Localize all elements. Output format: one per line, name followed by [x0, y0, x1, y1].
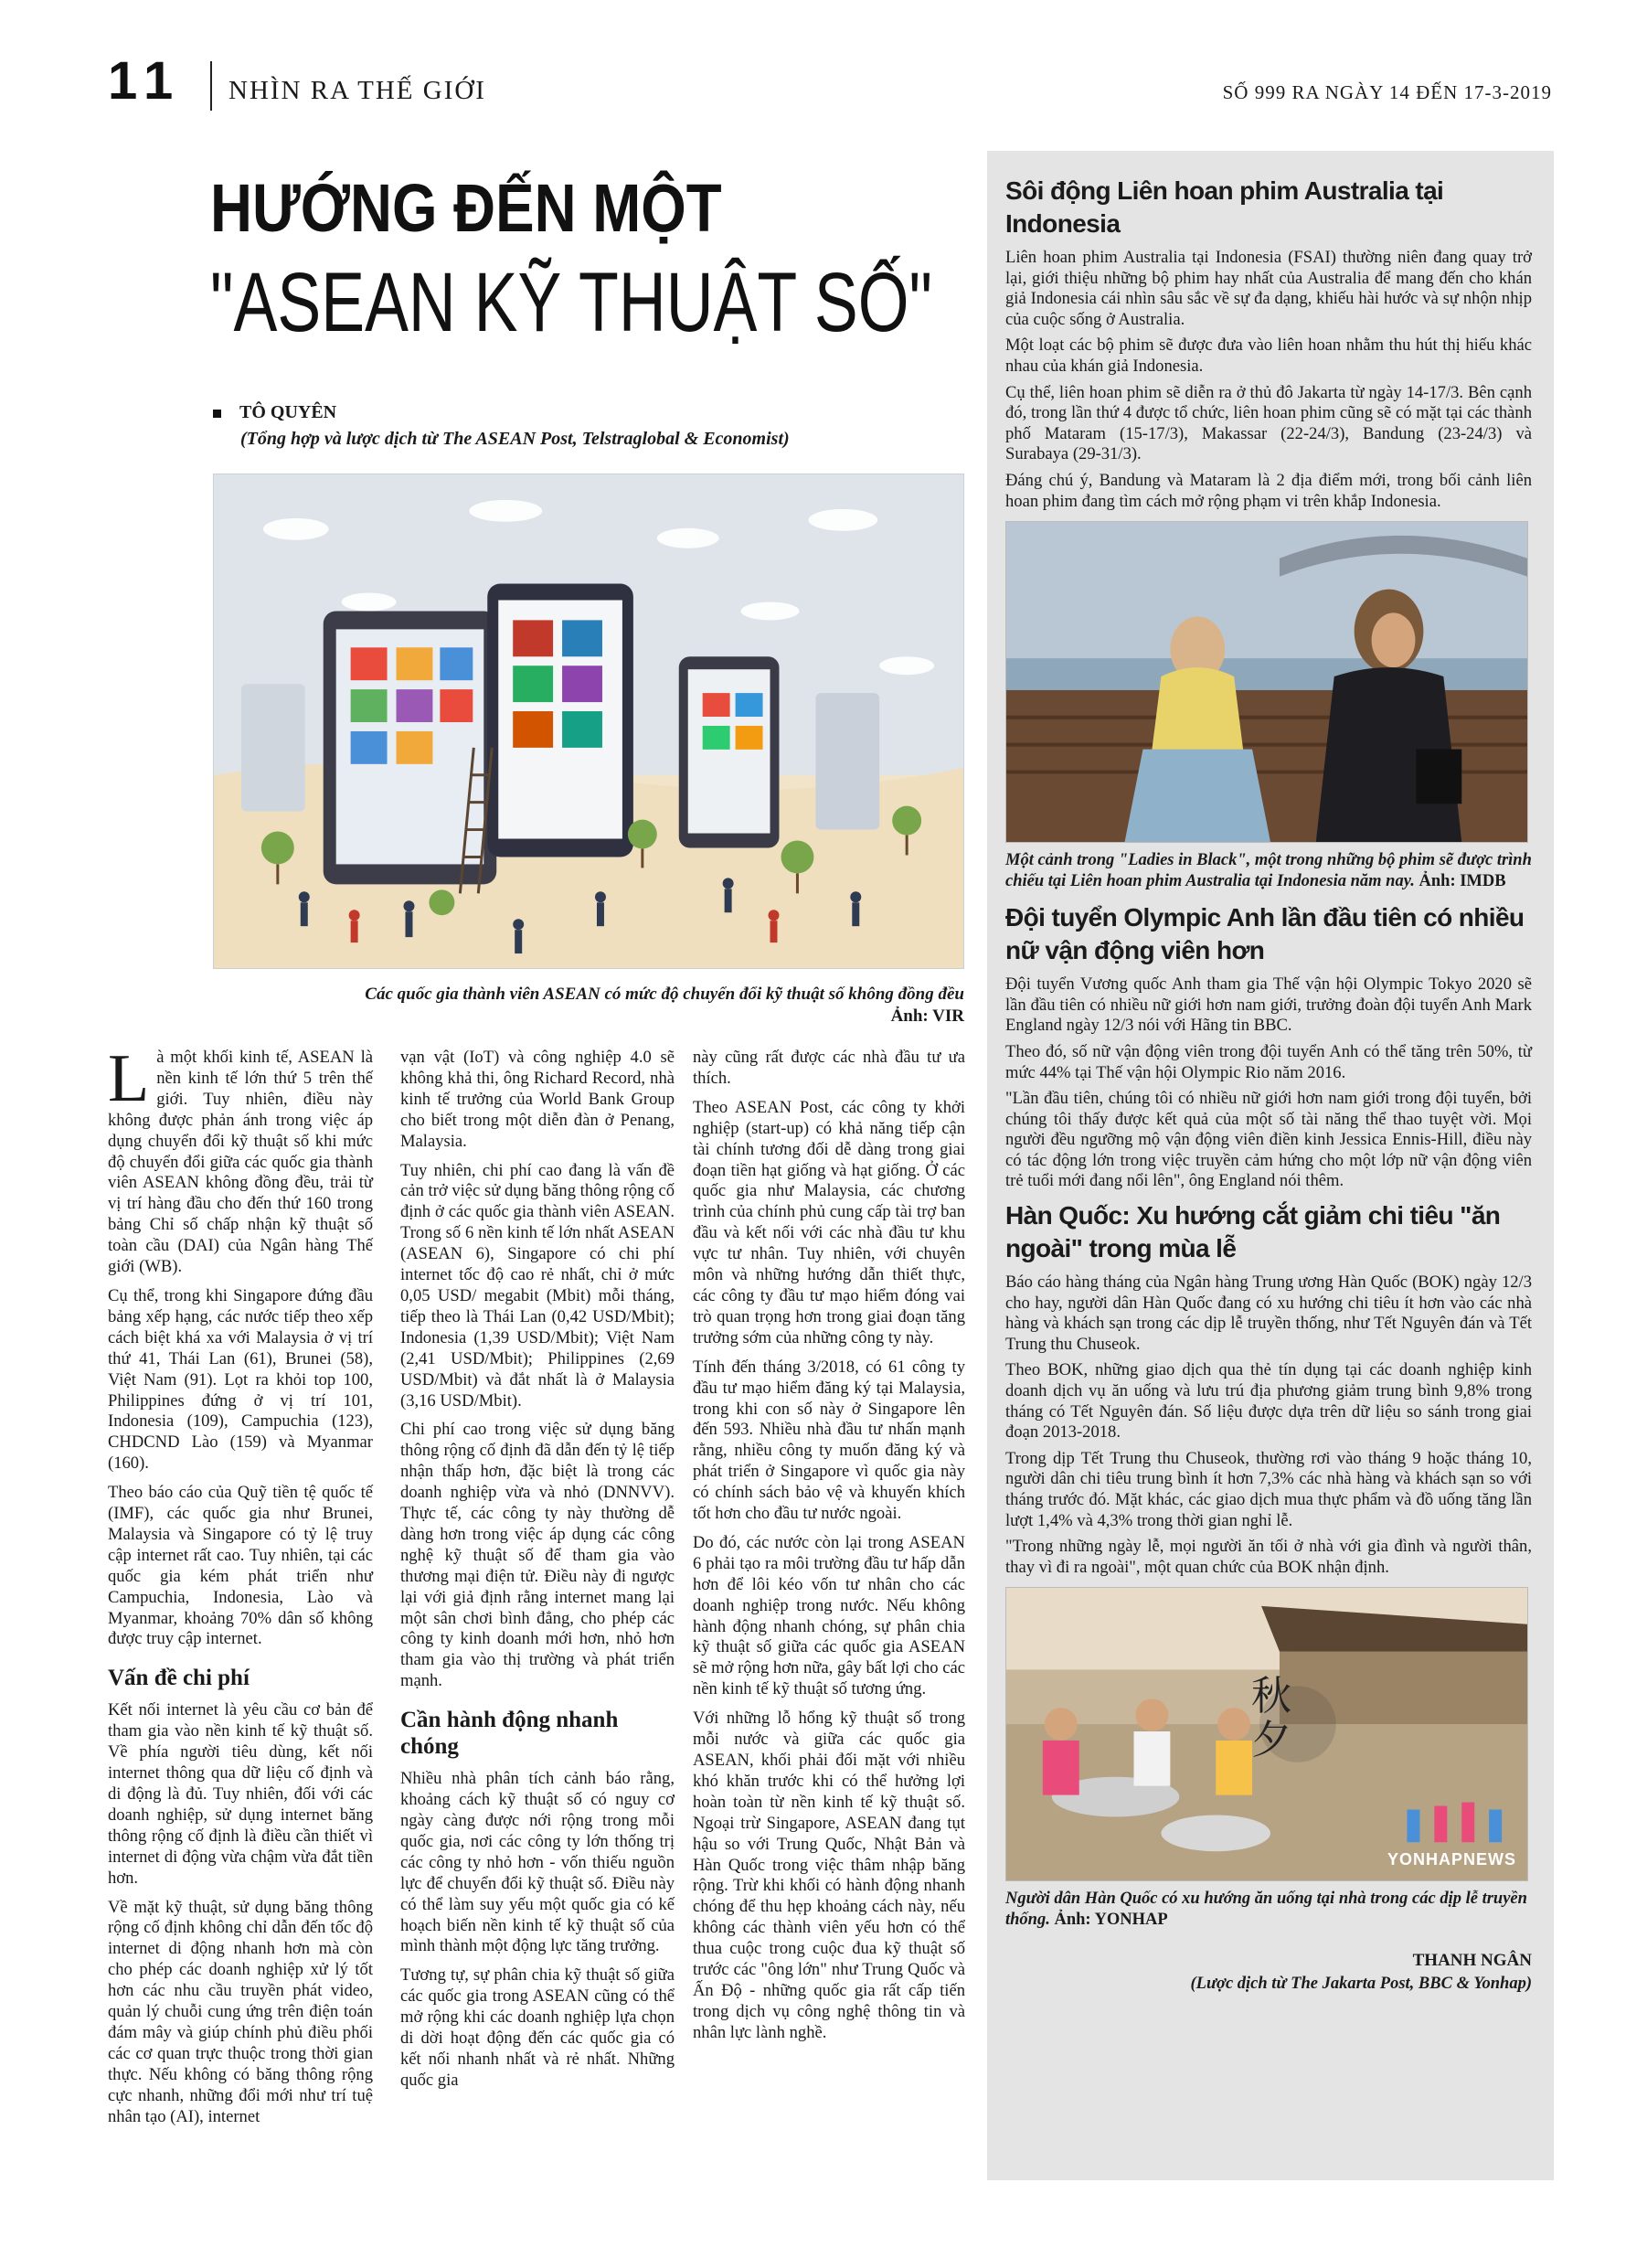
paragraph: Trong dịp Tết Trung thu Chuseok, thường rơi vào tháng 9 hoặc tháng 10, người dân chi tiêu trung bình ít hơn 7,3% các nhà hàng và khách sạn so với tháng trước đó. Mặt khác, các giao dịch mua thực phẩm và đồ uống tăng lần lượt 1,4% và 4,3% trong thời gian nghỉ lễ. — [1005, 1448, 1532, 1530]
paragraph: Tính đến tháng 3/2018, có 61 công ty đầu tư mạo hiểm đăng ký tại Malaysia, trong khi con số này ở Singapore lên đến 593. Nhiều nhà đầu tư nhấn mạnh rằng, nhiều công ty muốn đăng ký và phát triển ở Singapore vì quốc gia này có chính sách bảo vệ và khuyến khích tốt hơn cho đầu tư nước ngoài. — [693, 1357, 965, 1524]
article-column-1 — [108, 1041, 373, 2136]
chuseok-photo — [1005, 1587, 1528, 1881]
source-note: (Tổng hợp và lược dịch từ The ASEAN Post, Telstraglobal & Economist) — [240, 429, 790, 449]
paragraph: Một loạt các bộ phim sẽ được đưa vào liên hoan nhằm thu hút thị hiếu khác nhau của khán giả Indonesia. — [1005, 335, 1532, 376]
paragraph: Đáng chú ý, Bandung và Mataram là 2 địa điểm mới, trong bối cảnh liên hoan phim đang tìm cách mở rộng phạm vi trên khắp Indonesia. — [1005, 470, 1532, 511]
article-headline — [210, 165, 996, 353]
chuseok-photo-caption: Người dân Hàn Quốc có xu hướng ăn uống tại nhà trong các dịp lễ truyền thống. Ảnh: YONHAP — [1005, 1890, 1527, 1930]
paragraph: Chi phí cao trong việc sử dụng băng thông rộng cố định đã dẫn đến tỷ lệ tiếp nhận thấp hơn, đặc biệt là trong các doanh nghiệp vừa và nhỏ (DNNVV). Thực tế, các công ty này thường dễ dàng hơn trong việc áp dụng các công nghệ kỹ thuật số để tham gia vào thương mại điện tử. Điều này đi ngược lại với giả định rằng internet mang lại một sân chơi bình đẳng, cho phép các công ty kinh doanh mới hơn, nhỏ hơn tham gia vào thị trường và phát triển mạnh. — [400, 1420, 675, 1691]
sidebar-story-title: Đội tuyển Olympic Anh lần đầu tiên có nhiều nữ vận động viên hơn — [1005, 903, 1525, 965]
paragraph: Cụ thể, liên hoan phim sẽ diễn ra ở thủ đô Jakarta từ ngày 14-17/3. Bên cạnh đó, trong lần thứ 4 được tổ chức, liên hoan phim cũng sẽ có mặt tại các thành phố Mataram (15-17/3), Makassar (22-24/3), Bandung (23-24/3) và Surabaya (29-31/3). — [1005, 382, 1532, 464]
dropcap: L — [108, 1041, 150, 1116]
author: TÔ QUYÊN — [213, 402, 790, 423]
paragraph: Do đó, các nước còn lại trong ASEAN 6 phải tạo ra môi trường đầu tư hấp dẫn hơn để lôi kéo vốn tư nhân cho các doanh nghiệp trong nước. Nếu không hành động nhanh chóng, sự phân chia kỹ thuật số giữa các quốc gia ASEAN sẽ mở rộng hơn nữa, gây bất lợi cho các nền kinh tế kỹ thuật số tương ứng. — [693, 1532, 965, 1699]
paragraph: "Trong những ngày lễ, mọi người ăn tối ở nhà với gia đình và người thân, thay vì đi ra ngoài", một quan chức của BOK nhận định. — [1005, 1537, 1532, 1577]
paragraph: Báo cáo hàng tháng của Ngân hàng Trung ương Hàn Quốc (BOK) ngày 12/3 cho hay, người dân Hàn Quốc đang có xu hướng chi tiêu ít hơn vào các nhà hàng và khách sạn trong các dịp lễ truyền thống, như Tết Nguyên đán và Tết Trung thu Chuseok. — [1005, 1272, 1532, 1354]
paragraph: Cụ thể, trong khi Singapore đứng đầu bảng xếp hạng, các nước tiếp theo xếp cách biệt khá xa với Malaysia ở vị trí thứ 41, Thái Lan (61), Brunei (58), Việt Nam (91). Lọt ra khỏi top 100, Philippines đứng ở vị trí 101, Indonesia (109), Campuchia (123), CHDCND Lào (159) và Myanmar (160). — [108, 1285, 373, 1474]
page-number: 11 — [108, 51, 183, 111]
main-image-caption — [213, 984, 964, 1028]
paragraph: Với những lỗ hổng kỹ thuật số trong mỗi nước và giữa các quốc gia ASEAN, khối phải đối mặt với nhiều khó khăn trước khi có thể hưởng lợi hoàn toàn từ nền kinh tế kỹ thuật số. Ngoại trừ Singapore, ASEAN đang tụt hậu so với Trung Quốc, Nhật Bản và Hàn Quốc trong việc thâm nhập băng rộng. Trừ khi khối có hành động nhanh chóng để thu hẹp khoảng cách này, nếu không các thành viên yếu hơn có thể thua cuộc trong cuộc đua kỹ thuật số trước các "ông lớn" như Trung Quốc và Ấn Độ - những quốc gia rất cấp tiến trong dịch vụ công nghệ thông tin và nhân lực lành nghề. — [693, 1709, 965, 2042]
paragraph: Kết nối internet là yêu cầu cơ bản để tham gia vào nền kinh tế kỹ thuật số. Về phía người tiêu dùng, kết nối internet thông qua dữ liệu cố định và di động là đủ. Tuy nhiên, đối với các doanh nghiệp, sử dụng internet băng thông rộng cố định là điều cần thiết vì internet di động vừa chậm vừa đắt tiền hơn. — [108, 1700, 373, 1888]
subheading: Vấn đề chi phí — [108, 1666, 250, 1691]
caption-credit: Ảnh: YONHAP — [1054, 1911, 1168, 1930]
article-column-3 — [693, 1048, 965, 2052]
article-column-2 — [400, 1048, 675, 2100]
sidebar-source: (Lược dịch từ The Jakarta Post, BBC & Yonhap) — [1190, 1974, 1532, 1993]
headline-line-1: HƯỚNG ĐẾN MỘT — [210, 170, 722, 246]
paragraph: Tuy nhiên, chi phí cao đang là vấn đề cản trở việc sử dụng băng thông rộng cố định ở các quốc gia thành viên ASEAN. Trong số 6 nền kinh tế lớn nhất ASEAN (ASEAN 6), Singapore có chi phí internet tốc độ cao rẻ nhất, chỉ ở mức 0,05 USD/ megabit (Mbit) mỗi tháng, tiếp theo là Thái Lan (0,42 USD/Mbit); Indonesia (1,39 USD/Mbit); Việt Nam (2,41 USD/Mbit); Philippines (2,69 USD/Mbit) và đắt nhất là ở Malaysia (3,16 USD/Mbit). — [400, 1160, 675, 1411]
paragraph: Theo đó, số nữ vận động viên trong đội tuyển Anh có thể tăng trên 50%, từ mức 44% tại Thế vận hội Olympic Rio năm 2016. — [1005, 1041, 1532, 1082]
digital-city-illustration — [213, 474, 964, 969]
paragraph: Nhiều nhà phân tích cảnh báo rằng, khoảng cách kỹ thuật số có nguy cơ ngày càng được nới rộng trong mỗi quốc gia, nơi các công ty lớn thống trị các công ty nhỏ hơn - vốn thiếu nguồn lực để chuyển đổi kỹ thuật số. Điều này có thể làm suy yếu một quốc gia có kế hoạch biến nền kinh tế kỹ thuật số của mình thành một động lực tăng trưởng. — [400, 1769, 675, 1956]
paragraph: vạn vật (IoT) và công nghiệp 4.0 sẽ không khả thi, ông Richard Record, nhà kinh tế trưởng của World Bank Group cho biết trong một diễn đàn ở Penang, Malaysia. — [400, 1048, 675, 1151]
chuseok-calligraphy: 秋夕 — [1251, 1673, 1291, 1764]
paragraph: Theo ASEAN Post, các công ty khởi nghiệp (start-up) có khả năng tiếp cận tài chính tương đối dễ dàng trong giai đoạn tiền hạt giống và hạt giống. Ở các quốc gia như Malaysia, các chương trình của chính phủ cung cấp tài trợ ban đầu và kết nối với các nhà đầu tư khu vực tư nhân. Tuy nhiên, với chuyên môn và những hướng dẫn thiết thực, các công ty đầu tư mạo hiểm đóng vai trò quan trọng hơn trong giai đoạn tăng trưởng sớm của những công ty này. — [693, 1097, 965, 1347]
sidebar-story-title: Hàn Quốc: Xu hướng cắt giảm chi tiêu "ăn ngoài" trong mùa lễ — [1005, 1201, 1501, 1263]
page-header — [108, 50, 1552, 114]
byline — [213, 402, 790, 450]
film-still-photo — [1005, 521, 1528, 843]
paragraph: này cũng rất được các nhà đầu tư ưa thích. — [693, 1048, 965, 1088]
issue-info: SỐ 999 RA NGÀY 14 ĐẾN 17-3-2019 — [1222, 81, 1552, 103]
caption-text: Các quốc gia thành viên ASEAN có mức độ chuyển đổi kỹ thuật số không đồng đều — [365, 985, 964, 1004]
header-divider — [210, 61, 212, 111]
sidebar-story-title: Sôi động Liên hoan phim Australia tại Indonesia — [1005, 176, 1444, 238]
film-photo-caption: Một cảnh trong "Ladies in Black", một trong những bộ phim sẽ được trình chiếu tại Liên hoan phim Australia tại Indonesia năm nay. Ảnh: IMDB — [1005, 851, 1532, 891]
caption-credit: Ảnh: IMDB — [1419, 872, 1506, 891]
paragraph: Đội tuyển Vương quốc Anh tham gia Thế vận hội Olympic Tokyo 2020 sẽ lần đầu tiên có nhiều nữ giới hơn nam giới, trưởng đoàn đội tuyển Anh Mark England ngày 12/3 nói với Hãng tin BBC. — [1005, 974, 1532, 1036]
paragraph: "Lần đầu tiên, chúng tôi có nhiều nữ giới hơn nam giới trong đội tuyển, bởi chúng tôi thấy được kết quả của một số tài năng thể thao tuyệt vời. Mọi người đều ngưỡng mộ vận động viên điền kinh Jessica Ennis-Hill, điều này có tác động lớn trong việc truyền cảm hứng cho một lớp nữ vận động viên trẻ tuổi mới đang nổi lên", ông England nói thêm. — [1005, 1089, 1532, 1191]
caption-credit: Ảnh: VIR — [890, 1006, 964, 1026]
subheading: Cần hành động nhanh chóng — [400, 1708, 619, 1760]
paragraph: Tương tự, sự phân chia kỹ thuật số giữa các quốc gia trong ASEAN cũng có thể mở rộng khi các doanh nghiệp lựa chọn di dời hoạt động đến các quốc gia có kết nối nhanh nhất và rẻ nhất. Những quốc gia — [400, 1965, 675, 2090]
paragraph: Liên hoan phim Australia tại Indonesia (FSAI) thường niên đang quay trở lại, giới thiệu những bộ phim hay nhất của Australia để mang đến cho khán giả Indonesia cái nhìn sâu sắc về sự đa dạng, khiếu hài hước và sự nhộn nhịp của cuộc sống ở Australia. — [1005, 248, 1532, 329]
paragraph: Theo báo cáo của Quỹ tiền tệ quốc tế (IMF), các quốc gia như Brunei, Malaysia và Singapore có tỷ lệ truy cập internet rất cao. Tuy nhiên, tại các quốc gia kém phát triển như Campuchia, Indonesia, Lào và Myanmar, khoảng 70% dân số không được truy cập internet. — [108, 1483, 373, 1649]
paragraph: Theo BOK, những giao dịch qua thẻ tín dụng tại các doanh nghiệp kinh doanh dịch vụ ăn uống và lưu trú địa phương giảm trung bình 9,8% trong tháng có Tết Nguyên đán. Số liệu được dựa trên dữ liệu so sánh trong giai đoạn 2013-2018. — [1005, 1360, 1532, 1443]
headline-line-2: "ASEAN KỸ THUẬT SỐ" — [210, 256, 933, 349]
paragraph: Về mặt kỹ thuật, sử dụng băng thông rộng cố định không chỉ dẫn đến tốc độ internet di động nhanh hơn mà còn cho phép các doanh nghiệp xử lý tốt hơn các nhu cầu truyền phát video, quản lý chuỗi cung ứng trên điện toán đám mây và giúp chính phủ điều phối các cơ quan trực thuộc trong thời gian thực. Nếu không có băng thông rộng cực nhanh, những đổi mới như trí tuệ nhân tạo (AI), internet — [108, 1897, 373, 2126]
news-sidebar — [987, 151, 1554, 2180]
section-name: NHÌN RA THẾ GIỚI — [228, 76, 486, 105]
yonhap-watermark: YONHAPNEWS — [1387, 1849, 1516, 1869]
paragraph: Là một khối kinh tế, ASEAN là nền kinh tế lớn thứ 5 trên thế giới. Tuy nhiên, điều này không được phản ánh trong việc áp dụng chuyển đổi kỹ thuật số khi mức độ chuyển đổi giữa các quốc gia thành viên ASEAN không đồng đều, trải từ vị trí hàng đầu cho đến thứ 160 trong bảng Chỉ số chấp nhận kỹ thuật số toàn cầu (DAI) của Ngân hàng Thế giới (WB). — [108, 1041, 373, 1277]
sidebar-author: THANH NGÂN — [1412, 1951, 1532, 1971]
